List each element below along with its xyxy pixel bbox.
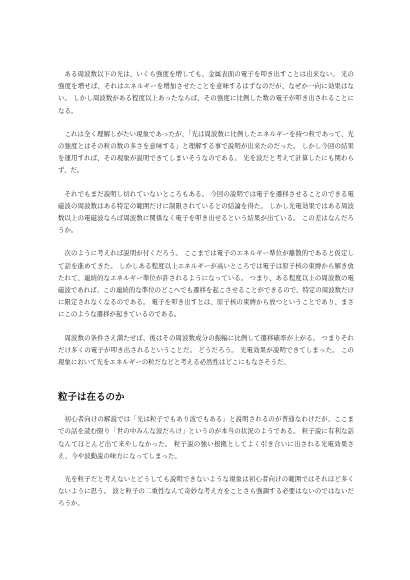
section-heading: 粒子は在るのか bbox=[58, 392, 125, 404]
paragraph-1: ある周波数以下の光は、いくら強度を増しても、金属表面の電子を叩き出すことは出来ない。 光の強度を増せば、それはエネルギーを増加させたことを意味するはずなのだが、なぜか一向に効果はない。 しかし周波数がある程度以上あったならば、その強度に比例した数の電子が叩き出されることになる。 bbox=[58, 70, 354, 115]
article-body bbox=[58, 68, 354, 521]
paragraph-2: これは全く理解しがたい現象であったが、「光は周波数に比例したエネルギーを持つ粒であって、光の強度とはその粒の数の多さを意味する」と理解する事で説明が出来たのだった。 しかし今回の結果を運用すれば、その現象が説明できてしまいそうなのである。 光を波だと考えて計算したにも関わらず、だ。 bbox=[58, 129, 354, 175]
section-paragraph-1: 初心者向けの解説では「光は粒子でもあり波でもある」と説明されるのが普通なわけだが、ここまでの話を読む限り「世の中みんな波だらけ」というのが本当の状況のようである。 粒子説に有利な話なんてほとんど出て来やしなかった。 粒子説の強い根拠としてよく引き合いに出される光電効果さえ、今や波動説の味方になってしまった。 bbox=[58, 415, 354, 460]
paragraph-5: 周波数の条件さえ満たせば、後はその周波数成分の振幅に比例して遷移確率が上がる。 つまりそれだけ多くの電子が叩き出されるということだ。 どうだろう。 光電効果が説明できてしまった。 この現象において光をエネルギーの粒だなどと考える必然性はどこにもなさそうだ。 bbox=[58, 333, 354, 367]
paragraph-3: それでもまだ説明し切れていないところもある。 今回の説明では電子を遷移させることのできる電磁波の周波数はある特定の範囲だけに制限されているとの結論を得た。 しかし光電効果ではある周波数以上の電磁波ならば周波数に関係なく電子を叩き出せるという結果が出ている。 この差はなんだろうか。 bbox=[58, 189, 354, 235]
section-paragraph-2: 光を粒子だと考えないとどうしても説明できないような現象は初心者向けの範囲ではそれほど多くないように思う。 波と粒子の二重性なんて奇妙な考え方をことさら強調する必要はないのではないだろうか。 bbox=[58, 475, 354, 508]
paragraph-4: 次のように考えれば説明が付くだろう。 ここまでは電子のエネルギー準位が離散的であると仮定して話を進めてきた。 しかしある程度以上エネルギーが高いところでは電子は原子核の束縛から解き放たれて、連続的なエネルギー準位が許されるようになっている。 つまり、ある程度以上の周波数の電磁波であれば、この連続的な準位のどこへでも遷移を起こさせることができるので、特定の周波数だけに限定されなくなるのである。 電子を叩き出すとは、原子核の束縛から放つということであり、まさにこのような遷移が起きているのである。 bbox=[58, 249, 354, 319]
